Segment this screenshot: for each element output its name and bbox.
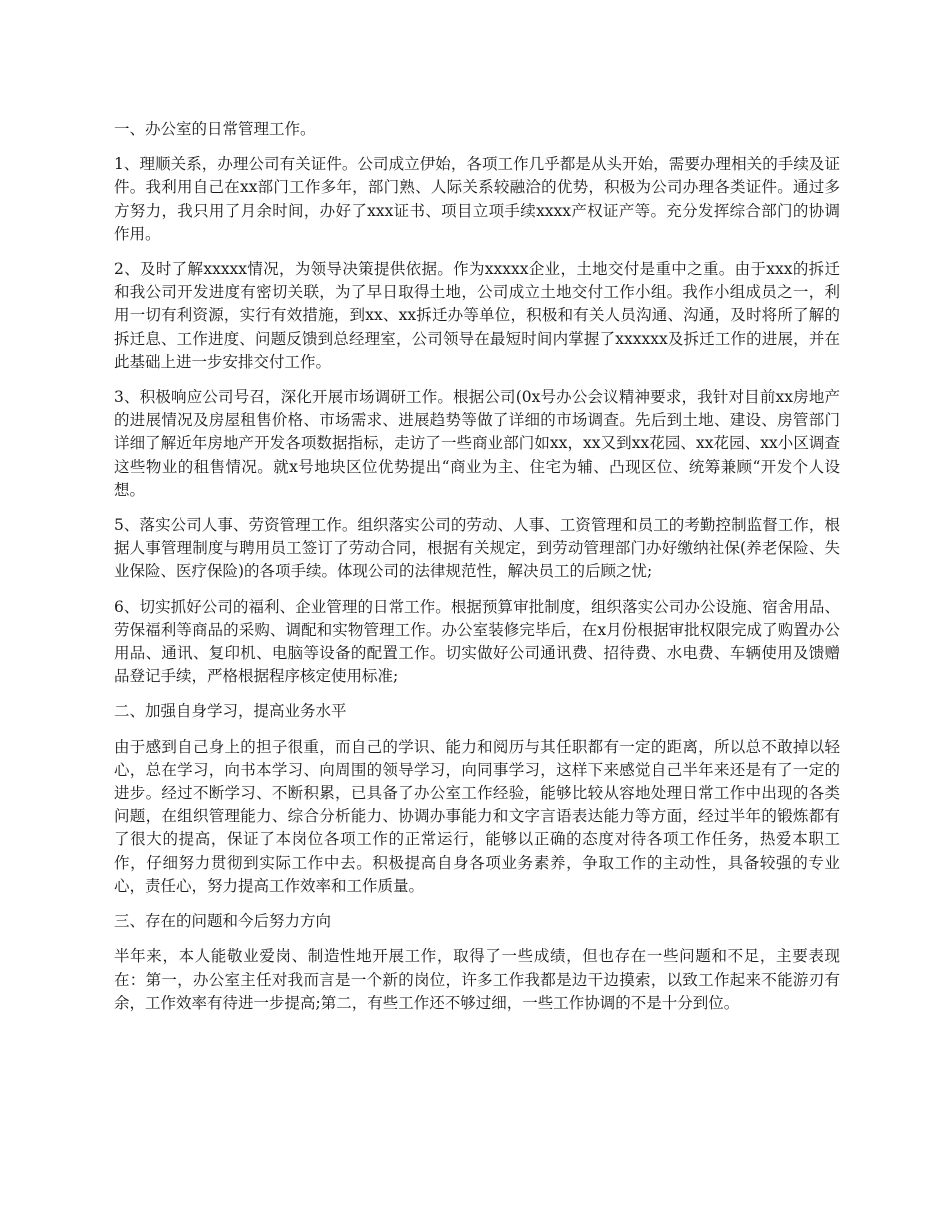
paragraph-certificates: 1、理顺关系，办理公司有关证件。公司成立伊始，各项工作几乎都是从头开始，需要办理相关的手续及证件。我利用自己在xx部门工作多年，部门熟、人际关系较融洽的优势，积极为公司办理各类证件。通过多方努力，我只用了月余时间，办好了xxx证书、项目立项手续xxxx产权证产等。充分发挥综合部门的协调作用。: [114, 155, 840, 243]
paragraph-shortcomings: 半年来，本人能敬业爱岗、制造性地开展工作，取得了一些成绩，但也存在一些问题和不足，主要表现在：第一，办公室主任对我而言是一个新的岗位，许多工作我都是边干边摸索，以致工作起来不能游刃有余，工作效率有待进一步提高;第二，有些工作还不够过细，一些工作协调的不是十分到位。: [114, 947, 840, 1012]
paragraph-market-research: 3、积极响应公司号召，深化开展市场调研工作。根据公司(0x号办公会议精神要求，我针对目前xx房地产的进展情况及房屋租售价格、市场需求、进展趋势等做了详细的市场调查。先后到土地、建设、房管部门详细了解近年房地产开发各项数据指标，走访了一些商业部门如xx，xx又到xx花园、xx花园、xx小区调查这些物业的租售情况。就x号地块区位优势提出“商业为主、住宅为辅、凸现区位、统筹兼顾“开发个人设想。: [114, 388, 840, 499]
paragraph-personnel: 5、落实公司人事、劳资管理工作。组织落实公司的劳动、人事、工资管理和员工的考勤控制监督工作，根据人事管理制度与聘用员工签订了劳动合同，根据有关规定，到劳动管理部门办好缴纳社保(养老保险、失业保险、医疗保险)的各项手续。体现公司的法律规范性，解决员工的后顾之忧;: [114, 516, 840, 581]
paragraph-learning: 由于感到自己身上的担子很重，而自己的学识、能力和阅历与其任职都有一定的距离，所以总不敢掉以轻心，总在学习，向书本学习、向周围的领导学习，向同事学习，这样下来感觉自己半年来还是有了一定的进步。经过不断学习、不断积累，已具备了办公室工作经验，能够比较从容地处理日常工作中出现的各类问题，在组织管理能力、综合分析能力、协调办事能力和文字言语表达能力等方面，经过半年的锻炼都有了很大的提高，保证了本岗位各项工作的正常运行，能够以正确的态度对待各项工作任务，热爱本职工作，仔细努力贯彻到实际工作中去。积极提高自身各项业务素养，争取工作的主动性，具备较强的专业心，责任心，努力提高工作效率和工作质量。: [114, 737, 840, 895]
section-heading-office-management: 一、办公室的日常管理工作。: [114, 120, 316, 138]
document-body: [114, 118, 840, 1027]
paragraph-land-delivery: 2、及时了解xxxxx情况，为领导决策提供依据。作为xxxxx企业，土地交付是重中之重。由于xxx的拆迁和我公司开发进度有密切关联，为了早日取得土地，公司成立土地交付工作小组。我作小组成员之一，利用一切有利资源，实行有效措施，到xx、xx拆迁办等单位，积极和有关人员沟通、沟通，及时将所了解的拆迁息、工作进度、问题反馈到总经理室，公司领导在最短时间内掌握了xxxxxx及拆迁工作的进展，并在此基础上进一步安排交付工作。: [114, 260, 840, 371]
section-heading-problems: 三、存在的问题和今后努力方向: [114, 912, 332, 931]
section-heading-self-study: 二、加强自身学习，提高业务水平: [114, 702, 347, 721]
paragraph-welfare: 6、切实抓好公司的福利、企业管理的日常工作。根据预算审批制度，组织落实公司办公设施、宿舍用品、劳保福利等商品的采购、调配和实物管理工作。办公室装修完毕后，在x月份根据审批权限完成了购置办公用品、通讯、复印机、电脑等设备的配置工作。切实做好公司通讯费、招待费、水电费、车辆使用及馈赠品登记手续，严格根据程序核定使用标准;: [114, 597, 840, 686]
